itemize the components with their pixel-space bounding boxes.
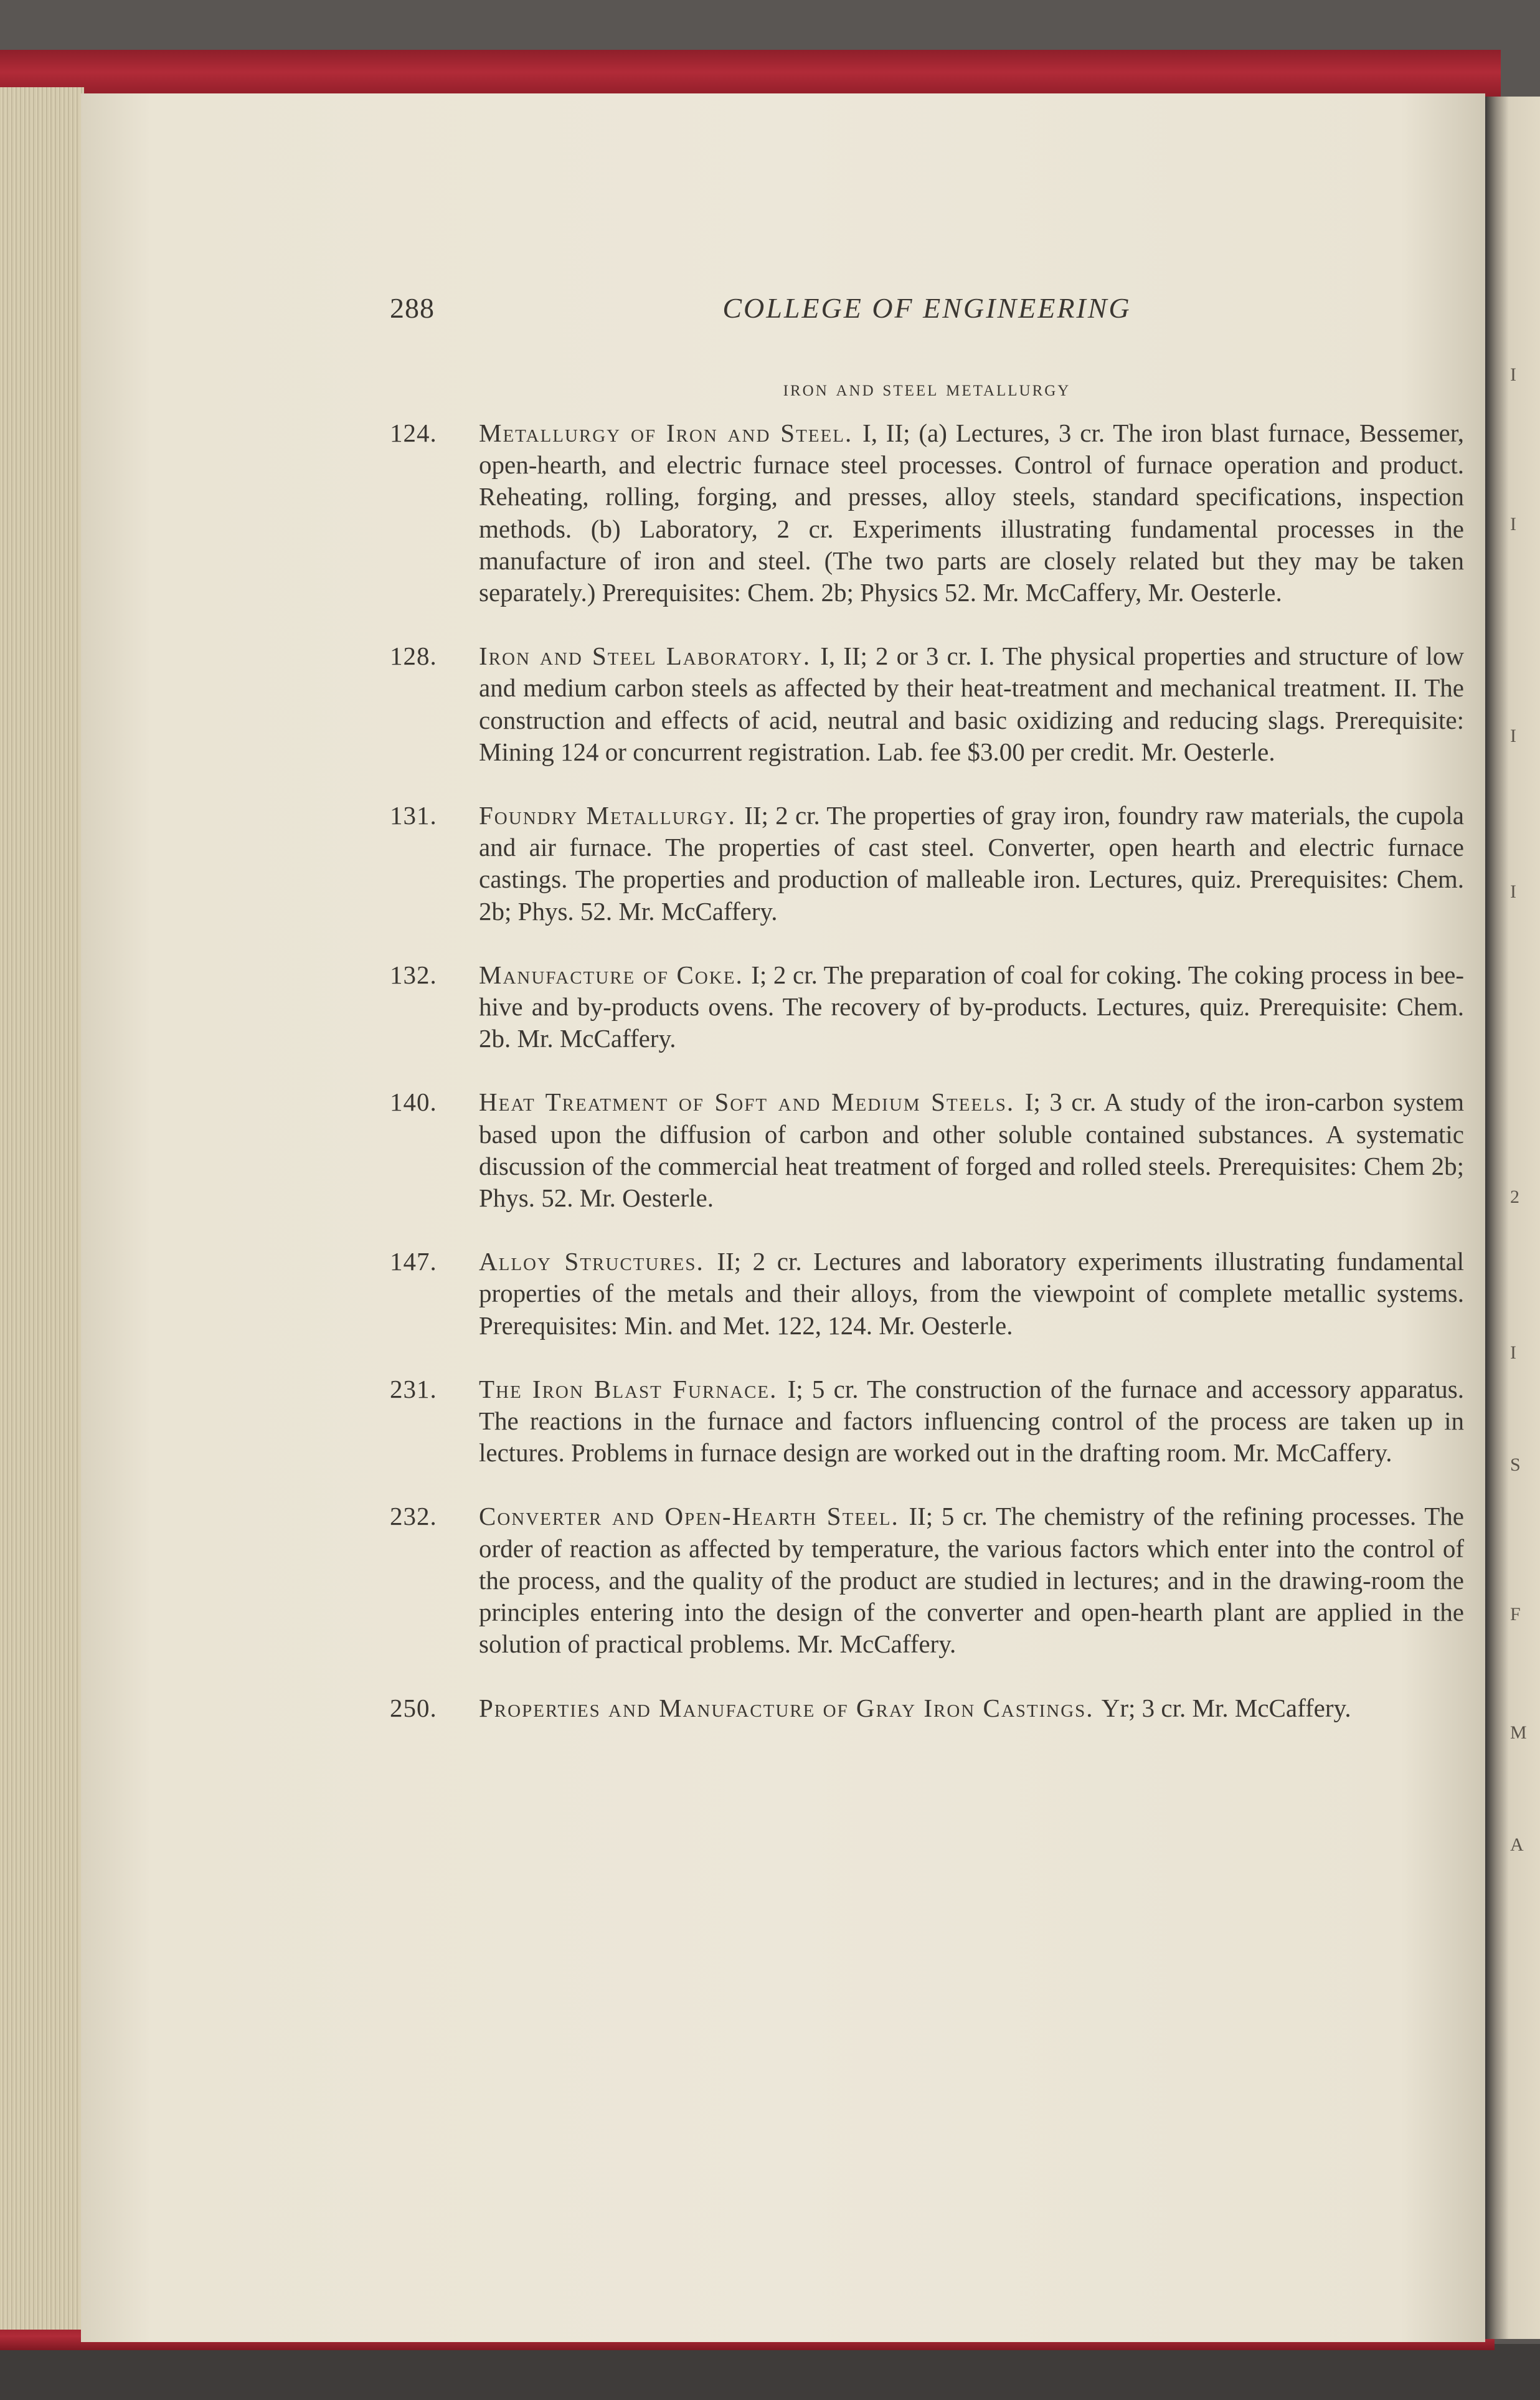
course-description: Yr; 3 cr. Mr. McCaffery. [1101, 1693, 1351, 1722]
facing-page-fragment: S [1510, 1454, 1521, 1475]
course-number: 131. [390, 801, 437, 830]
course-number: 140. [390, 1088, 437, 1117]
course-entry [390, 1246, 1464, 1342]
book-cover-top-edge [0, 50, 1501, 100]
course-title: Properties and Manufacture of Gray Iron Castings. [479, 1693, 1102, 1722]
facing-page-fragment: M [1510, 1722, 1527, 1743]
page-number: 288 [390, 292, 435, 324]
course-description: II; 2 cr. The properties of gray iron, foundry raw materials, the cupola and air furnace. The properties of cast steel. Converter, open hearth and electric furnace castings. The properties and production of malleable iron. Lectures, quiz. Prerequisites: Chem. 2b; Phys. 52. Mr. McCaffery. [479, 801, 1464, 926]
catalog-page [81, 93, 1485, 2342]
scanner-backdrop [0, 2344, 1540, 2400]
course-description: II; 5 cr. The chemistry of the refining processes. The order of reaction as affected by temperature, the various factors which enter into the control of the process, and the quality of the product are studied in lectures; and in the drawing-room the principles entering into the design of the converter and open-hearth plant are applied in the solution of practical problems. Mr. McCaffery. [479, 1502, 1465, 1659]
course-description: II; 2 cr. Lectures and laboratory experiments illustrating fundamental properties of the metals and their alloys, from the viewpoint of complete metallic systems. Prerequisites: Min. and Met. 122, 124. Mr. Oesterle. [479, 1247, 1464, 1340]
course-entry [390, 800, 1464, 927]
stacked-page-edges [0, 87, 84, 2330]
course-description: I; 5 cr. The construction of the furnace and accessory apparatus. The reactions in the furnace and factors influencing control of the process are taken up in lectures. Problems in furnace design are worked out in the drafting room. Mr. McCaffery. [479, 1374, 1464, 1468]
course-entry [390, 1373, 1464, 1469]
course-description: I; 2 cr. The preparation of coal for coking. The coking process in bee-hive and by-products ovens. The recovery of by-products. Lectures, quiz. Prerequisite: Chem. 2b. Mr. McCaffery. [479, 960, 1464, 1053]
facing-page-fragment: I [1510, 514, 1516, 534]
course-number: 147. [390, 1247, 437, 1276]
facing-page-fragment: I [1510, 1342, 1516, 1363]
facing-page-fragment: I [1510, 364, 1516, 385]
facing-page-fragment: 2 [1510, 1187, 1519, 1207]
course-title: Manufacture of Coke. [479, 960, 752, 989]
facing-page-edge [1485, 97, 1540, 2339]
course-title: Heat Treatment of Soft and Medium Steels. [479, 1088, 1025, 1117]
page-text-block [390, 292, 1464, 1756]
facing-page-fragment: F [1510, 1604, 1521, 1625]
course-number: 124. [390, 419, 437, 447]
course-description: I; 3 cr. A study of the iron-carbon system based upon the diffusion of carbon and other soluble contained substances. A systematic discussion of the commercial heat treatment of forged and rolled steels. Prerequisites: Chem 2b; Phys. 52. Mr. Oesterle. [479, 1088, 1464, 1213]
course-title: Metallurgy of Iron and Steel. [479, 419, 863, 447]
course-title: Iron and Steel Laboratory. [479, 642, 821, 671]
course-entry [390, 1692, 1464, 1724]
course-description: I, II; (a) Lectures, 3 cr. The iron blast furnace, Bessemer, open-hearth, and electric furnace steel processes. Control of furnace operation and product. Reheating, rolling, forging, and presses, alloy steels, standard specifications, inspection methods. (b) Laboratory, 2 cr. Experiments illustrating fundamental processes in the manufacture of iron and steel. (The two parts are closely related but they may be taken separately.) Prerequisites: Chem. 2b; Physics 52. Mr. McCaffery, Mr. Oesterle. [479, 419, 1465, 607]
course-number: 250. [390, 1693, 437, 1722]
course-title: The Iron Blast Furnace. [479, 1374, 788, 1403]
facing-page-fragment: A [1510, 1834, 1524, 1855]
course-number: 132. [390, 960, 437, 989]
facing-page-fragment: I [1510, 881, 1516, 902]
course-entry [390, 959, 1464, 1055]
page-header [390, 292, 1464, 335]
course-entry [390, 417, 1464, 609]
course-description: I, II; 2 or 3 cr. I. The physical properties and structure of low and medium carbon steels as affected by their heat-treatment and mechanical treatment. II. The construction and effects of acid, neutral and basic oxidizing and reducing slags. Prerequisite: Mining 124 or concurrent registration. Lab. fee $3.00 per credit. Mr. Oesterle. [479, 642, 1464, 766]
facing-page-fragment: I [1510, 726, 1516, 746]
running-title: COLLEGE OF ENGINEERING [722, 292, 1131, 324]
course-title: Converter and Open-Hearth Steel. [479, 1502, 909, 1531]
course-number: 231. [390, 1374, 437, 1403]
course-title: Alloy Structures. [479, 1247, 717, 1276]
section-heading: iron and steel metallurgy [783, 376, 1071, 401]
course-entry [390, 1086, 1464, 1214]
course-number: 128. [390, 642, 437, 671]
course-entry [390, 1501, 1464, 1660]
course-entry [390, 640, 1464, 768]
course-title: Foundry Metallurgy. [479, 801, 745, 830]
course-number: 232. [390, 1502, 437, 1531]
